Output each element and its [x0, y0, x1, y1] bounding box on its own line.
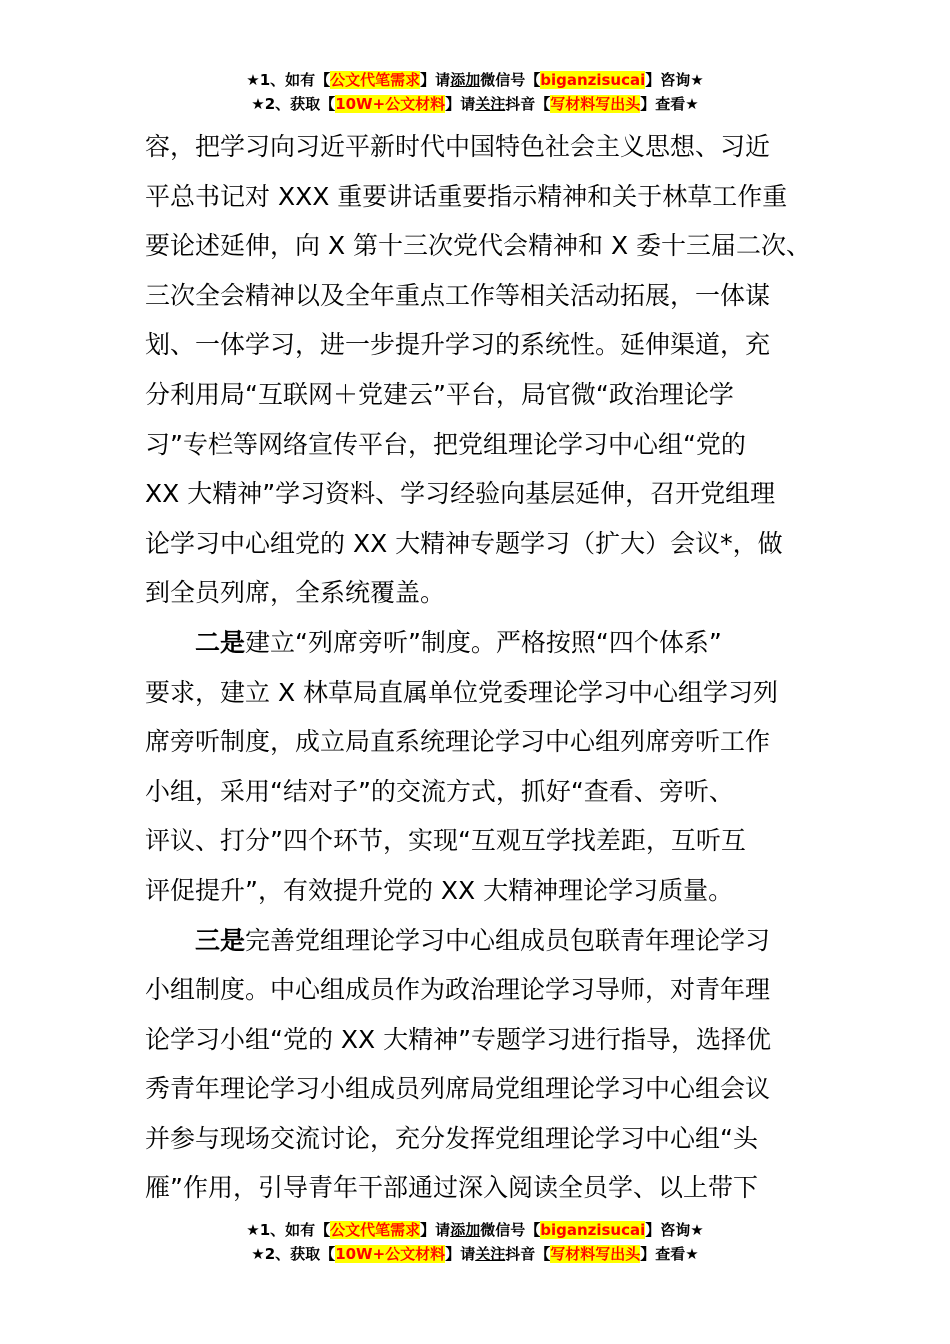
body-text: 建立“列席旁听”制度。严格按照“四个体系”: [245, 627, 722, 657]
banner-highlight: 公文代笔需求: [330, 1221, 421, 1239]
body-line: 容，把学习向习近平新时代中国特色社会主义思想、习近: [145, 132, 771, 161]
banner-text: 抖音【: [505, 95, 551, 113]
paragraph-lead: 三是: [195, 925, 246, 955]
body-line: 评促提升”，有效提升党的 XX 大精神理论学习质量。: [145, 875, 734, 905]
banner-highlight: 10W+公文材料: [335, 95, 446, 113]
body-line: 三次全会精神以及全年重点工作等相关活动拓展，一体谋: [145, 280, 771, 310]
banner-wechat-id: biganzisucai: [540, 71, 646, 89]
body-line: 并参与现场交流讨论，充分发挥党组理论学习中心组“头: [145, 1123, 758, 1153]
banner-underlined: 关注: [475, 1245, 506, 1263]
banner-text: ★2、获取【: [251, 95, 336, 113]
banner-underlined: 添加: [450, 1221, 481, 1239]
paragraph-2-first-line: [145, 618, 810, 668]
banner-highlight: 公文代笔需求: [330, 71, 421, 89]
paragraph-3-first-line: [145, 916, 810, 966]
body-line: 要求，建立 X 林草局直属单位党委理论学习中心组学习列: [145, 677, 779, 707]
body-line: 雁”作用，引导青年干部通过深入阅读全员学、以上带下: [145, 1173, 758, 1203]
body-line: 小组制度。中心组成员作为政治理论学习导师，对青年理: [145, 975, 771, 1005]
banner-text: 】查看★: [640, 1245, 699, 1263]
banner-underlined: 关注: [475, 95, 506, 113]
banner-text: 】请: [420, 71, 451, 89]
body-line: 席旁听制度，成立局直系统理论学习中心组列席旁听工作: [145, 727, 771, 757]
banner-underlined: 添加: [450, 71, 481, 89]
body-line: 秀青年理论学习小组成员列席局党组理论学习中心组会议: [145, 1074, 771, 1104]
banner-text: 】咨询★: [645, 71, 704, 89]
banner-text: 】请: [445, 1245, 476, 1263]
banner-line-2: [0, 92, 950, 116]
banner-text: 抖音【: [505, 1245, 551, 1263]
banner-text: 】查看★: [640, 95, 699, 113]
body-line: 评议、打分”四个环节，实现“互观互学找差距，互听互: [145, 826, 746, 856]
banner-line-1: [0, 68, 950, 92]
banner-text: 】请: [445, 95, 476, 113]
banner-text: ★1、如有【: [246, 71, 331, 89]
banner-text: ★2、获取【: [251, 1245, 336, 1263]
body-line: 小组，采用“结对子”的交流方式，抓好“查看、旁听、: [145, 776, 734, 806]
body-line: 要论述延伸，向 X 第十三次党代会精神和 X 委十三届二次、: [145, 231, 812, 261]
body-line: 论学习小组“党的 XX 大精神”专题学习进行指导，选择优: [145, 1024, 772, 1054]
body-line: 平总书记对 XXX 重要讲话重要指示精神和关于林草工作重: [145, 181, 788, 211]
header-banner: [0, 68, 950, 116]
banner-douyin-id: 写材料写出头: [550, 1245, 641, 1263]
footer-banner: [0, 1218, 950, 1266]
body-line: XX 大精神”学习资料、学习经验向基层延伸，召开党组理: [145, 479, 776, 509]
body-text: 完善党组理论学习中心组成员包联青年理论学习: [245, 925, 771, 955]
banner-text: 】请: [420, 1221, 451, 1239]
banner-highlight: 10W+公文材料: [335, 1245, 446, 1263]
body-line: 划、一体学习，进一步提升学习的系统性。延伸渠道，充: [145, 330, 771, 360]
banner-wechat-id: biganzisucai: [540, 1221, 646, 1239]
banner-line-1: [0, 1218, 950, 1242]
banner-text: 微信号【: [480, 71, 541, 89]
banner-text: 微信号【: [480, 1221, 541, 1239]
banner-line-2: [0, 1242, 950, 1266]
banner-douyin-id: 写材料写出头: [550, 95, 641, 113]
banner-text: ★1、如有【: [246, 1221, 331, 1239]
body-line: 分利用局“互联网＋党建云”平台，局官微“政治理论学: [145, 379, 734, 409]
document-body: [145, 122, 810, 1213]
banner-text: 】咨询★: [645, 1221, 704, 1239]
body-line: 习”专栏等网络宣传平台，把党组理论学习中心组“党的: [145, 429, 746, 459]
body-line: 到全员列席，全系统覆盖。: [145, 578, 446, 608]
paragraph-lead: 二是: [195, 627, 246, 657]
body-line: 论学习中心组党的 XX 大精神专题学习（扩大）会议*，做: [145, 528, 783, 558]
